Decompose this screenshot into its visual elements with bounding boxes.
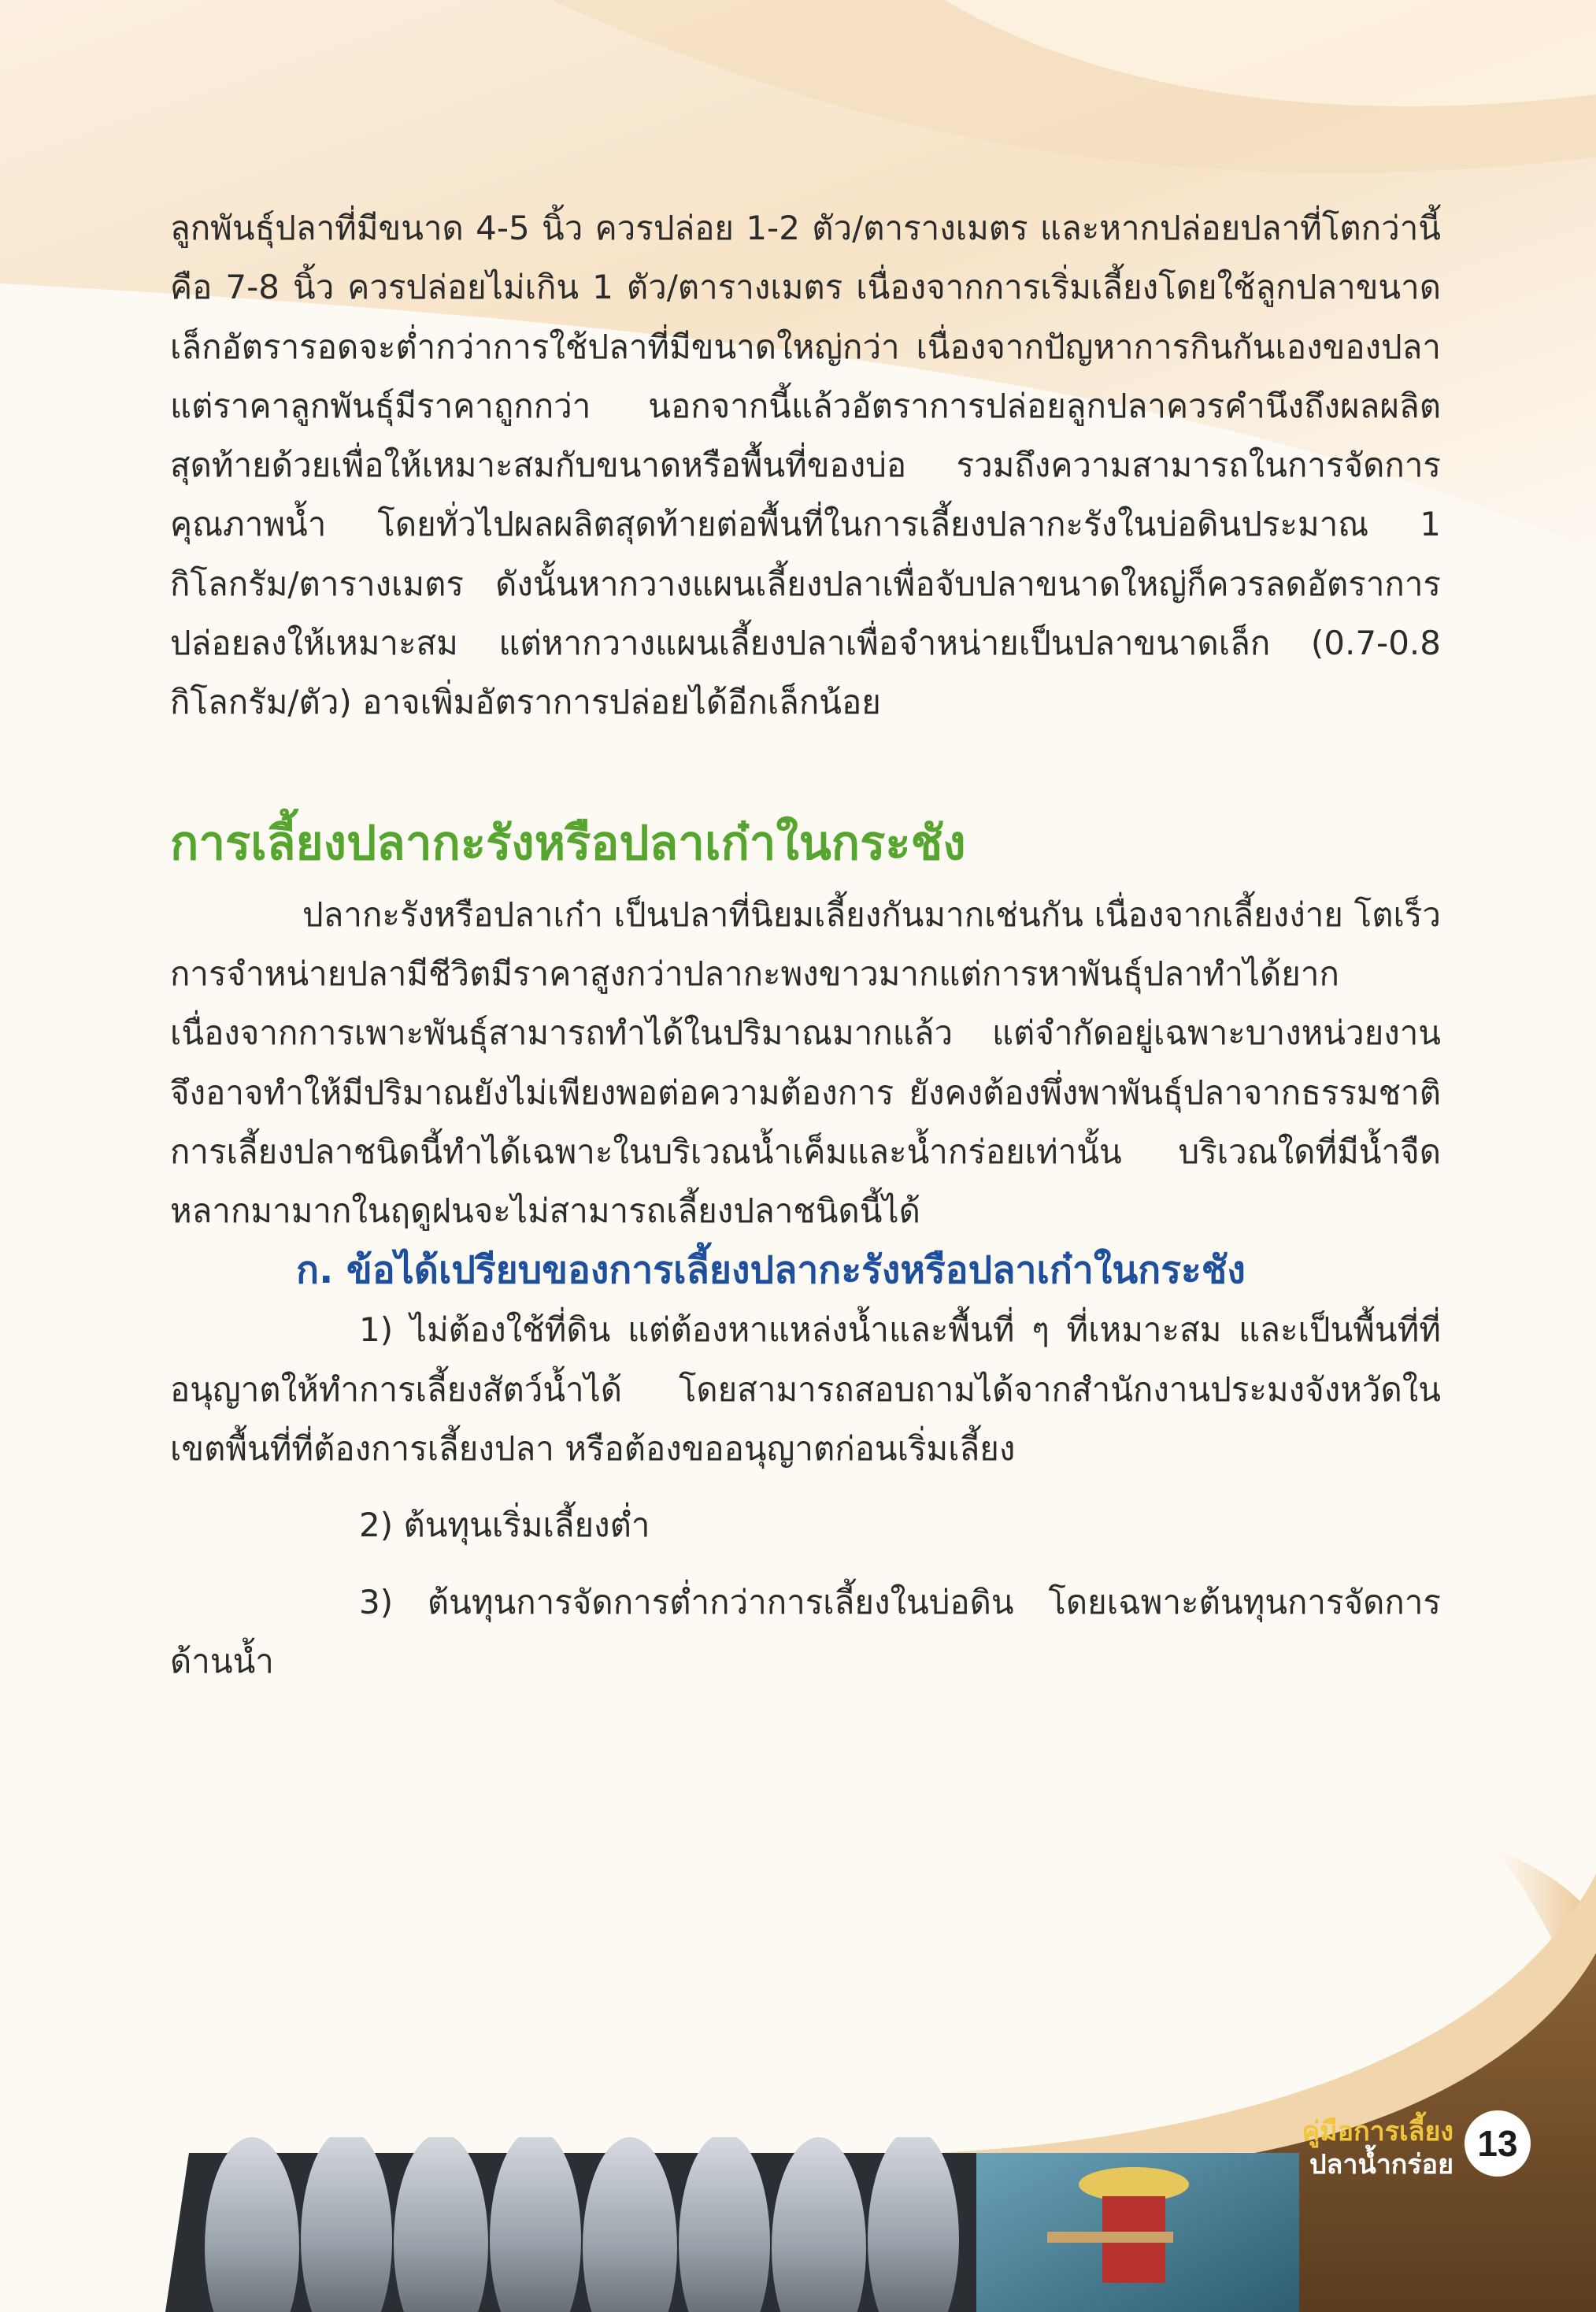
footer-photo-strip bbox=[165, 2137, 1299, 2312]
page-content bbox=[170, 198, 1441, 1691]
intro-paragraph: ลูกพันธุ์ปลาที่มีขนาด 4-5 นิ้ว ควรปล่อย 1-2 ตัว/ตารางเมตร และหากปล่อยปลาที่โตกว่านี้คือ 7-8 นิ้ว ควรปล่อยไม่เกิน 1 ตัว/ตารางเมตร เนื่องจากการเริ่มเลี้ยงโดยใช้ลูกปลาขนาดเล็กอัตรารอดจะต่ำกว่าการใช้ปลาที่มีขนาดใหญ่กว่า เนื่องจากปัญหาการกินกันเองของปลา แต่ราคาลูกพันธุ์มีราคาถูกกว่า นอกจากนี้แล้วอัตราการปล่อยลูกปลาควรคำนึงถึงผลผลิตสุดท้ายด้วยเพื่อให้เหมาะสมกับขนาดหรือพื้นที่ของบ่อ รวมถึงความสามารถในการจัดการคุณภาพน้ำ โดยทั่วไปผลผลิตสุดท้ายต่อพื้นที่ในการเลี้ยงปลากะรังในบ่อดินประมาณ 1 กิโลกรัม/ตารางเมตร ดังนั้นหากวางแผนเลี้ยงปลาเพื่อจับปลาขนาดใหญ่ก็ควรลดอัตราการปล่อยลงให้เหมาะสม แต่หากวางแผนเลี้ยงปลาเพื่อจำหน่ายเป็นปลาขนาดเล็ก (0.7-0.8 กิโลกรัม/ตัว) อาจเพิ่มอัตราการปล่อยได้อีกเล็กน้อย bbox=[170, 209, 1441, 722]
page-number: 13 bbox=[1465, 2110, 1531, 2177]
list-item: 3) ต้นทุนการจัดการต่ำกว่าการเลี้ยงในบ่อดิน โดยเฉพาะต้นทุนการจัดการด้านน้ำ bbox=[170, 1582, 1441, 1680]
subheading-advantages: ก. ข้อได้เปรียบของการเลี้ยงปลากะรังหรือปลาเก๋าในกระชัง bbox=[296, 1248, 1246, 1293]
list-item: 1) ไม่ต้องใช้ที่ดิน แต่ต้องหาแหล่งน้ำและพื้นที่ ๆ ที่เหมาะสม และเป็นพื้นที่ที่อนุญาตให้ทำการเลี้ยงสัตว์น้ำได้ โดยสามารถสอบถามได้จากสำนักงานประมงจังหวัดในเขตพื้นที่ที่ต้องการเลี้ยงปลา หรือต้องขออนุญาตก่อนเริ่มเลี้ยง bbox=[170, 1310, 1441, 1469]
footer-book-title bbox=[1265, 2115, 1453, 2181]
book-title-line2: ปลาน้ำกร่อย bbox=[1309, 2149, 1453, 2180]
section-paragraph: ปลากะรังหรือปลาเก๋า เป็นปลาที่นิยมเลี้ยงกันมากเช่นกัน เนื่องจากเลี้ยงง่าย โตเร็ว การจำหน่ายปลามีชีวิตมีราคาสูงกว่าปลากะพงขาวมากแต่การหาพันธุ์ปลาทำได้ยากเนื่องจากการเพาะพันธุ์สามารถทำได้ในปริมาณมากแล้ว แต่จำกัดอยู่เฉพาะบางหน่วยงาน จึงอาจทำให้มีปริมาณยังไม่เพียงพอต่อความต้องการ ยังคงต้องพึ่งพาพันธุ์ปลาจากธรรมชาติ การเลี้ยงปลาชนิดนี้ทำได้เฉพาะในบริเวณน้ำเค็มและน้ำกร่อยเท่านั้น บริเวณใดที่มีน้ำจืดหลากมามากในฤดูฝนจะไม่สามารถเลี้ยงปลาชนิดนี้ได้ bbox=[170, 895, 1441, 1231]
list-item: 2) ต้นทุนเริ่มเลี้ยงต่ำ bbox=[359, 1506, 650, 1545]
section-heading: การเลี้ยงปลากะรังหรือปลาเก๋าในกระชัง bbox=[170, 815, 966, 871]
book-title-line1: คู่มือการเลี้ยง bbox=[1302, 2116, 1453, 2147]
